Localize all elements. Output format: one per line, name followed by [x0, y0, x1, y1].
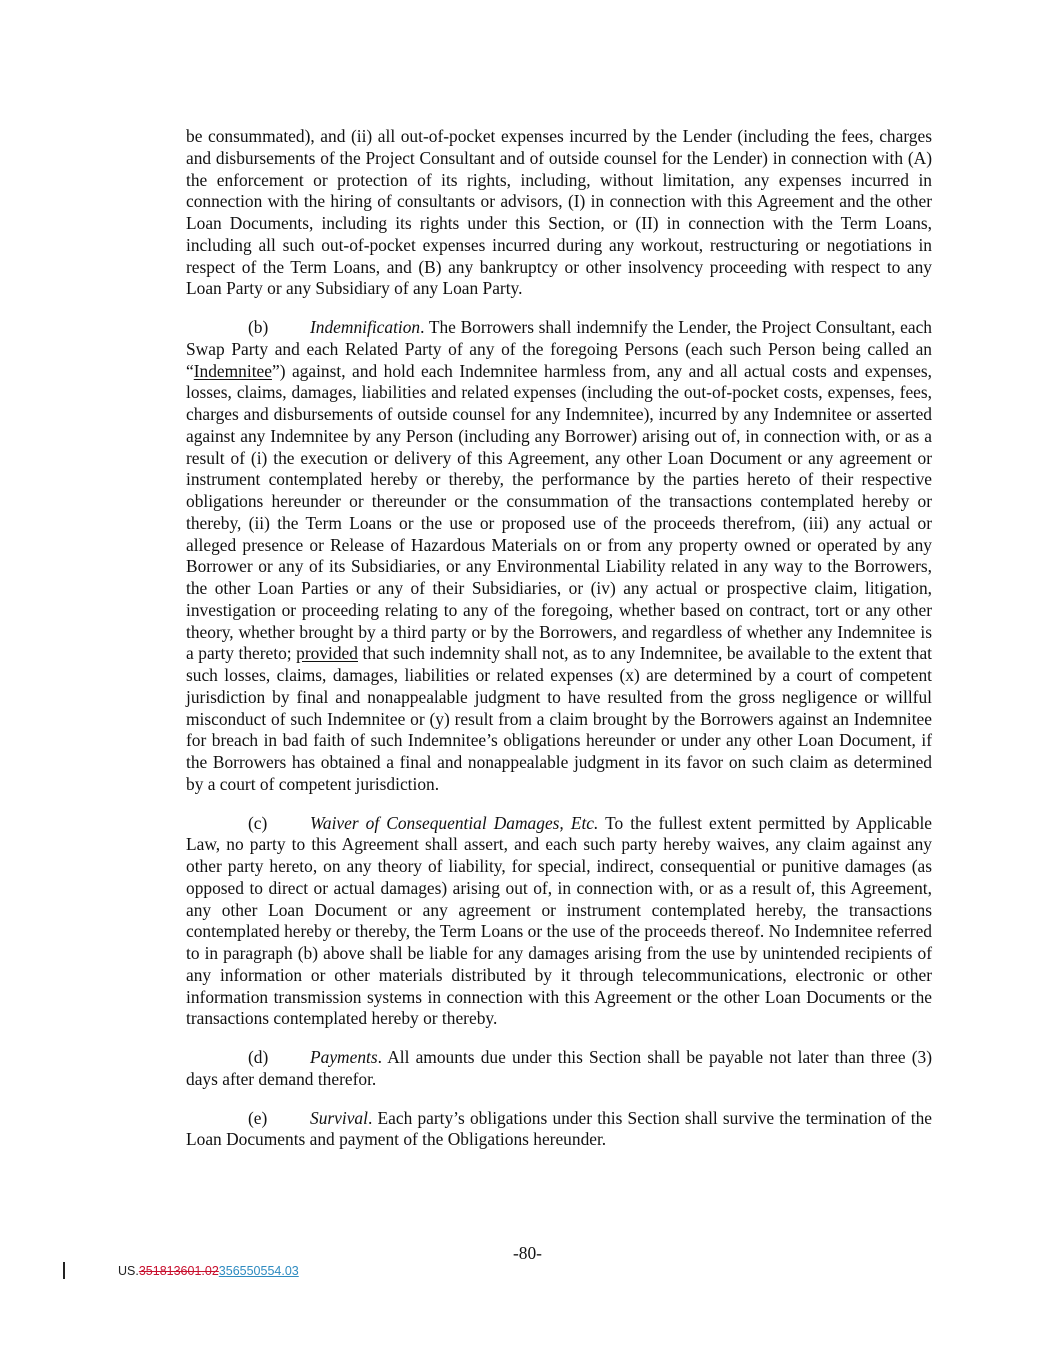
- revision-change-bar: [63, 1262, 65, 1279]
- section-heading: Survival: [310, 1107, 368, 1128]
- document-id-footer: [118, 1263, 299, 1279]
- section-label: (b): [248, 317, 269, 337]
- section-label: (e): [248, 1107, 268, 1128]
- proviso-term: provided: [296, 643, 358, 664]
- heading-punctuation: .: [420, 317, 425, 337]
- section-label: (d): [248, 1047, 269, 1067]
- defined-term-indemnitee: Indemnitee: [193, 360, 272, 381]
- heading-punctuation: .: [367, 1107, 373, 1128]
- section-text: that such indemnity shall not, as to any Indemnitee, be available to the extent that such losses, claims, damages, liabilities or related expenses (x) are determined by a court of competent jurisdiction by final and nonappealable judgment to have resulted from the gross negligence or willful misconduct of such Indemnitee or (y) result from a claim brought by the Borrowers against an Indemnitee for breach in bad faith of such Indemnitee’s obligations hereunder or under any other Loan Document, if the Borrowers has obtained a final and nonappealable judgment in its favor on such claim as determined by a court of competent jurisdiction.: [186, 643, 932, 794]
- section-text: ”) against, and hold each Indemnitee harmless from, any and all actual costs and expenses, losses, claims, damages, liabilities and related expenses (including the out-of-pocket costs, expenses, fees, charges and disbursements of outside counsel for any Indemnitee), incurred by any Indemnitee or asserted against any Indemnitee by any Person (including any Borrower) arising out of, in connection with, or as a result of (i) the execution or delivery of this Agreement, any other Loan Document or any agreement or instrument contemplated hereby or thereby, the performance by the parties hereto of their respective obligations hereunder or thereunder or the consummation of the transactions contemplated hereby or thereby, (ii) the Term Loans or the use or proposed use of the proceeds therefrom, (iii) any actual or alleged presence or Release of Hazardous Materials on or from any property owned or operated by any Borrower or any of its Subsidiaries, or any Environmental Liability related in any way to the Borrowers, the other Loan Parties or any of their Subsidiaries, or (iv) any actual or prospective claim, litigation, investigation or proceeding relating to any of the foregoing, whether based on contract, tort or any other theory, whether brought by a third party or by the Borrowers, and regardless of whether any Indemnitee is a party thereto;: [186, 360, 932, 664]
- section-text: The Borrowers shall indemnify the Lender, the Project Consultant, each Swap Party and each Related Party of any of the foregoing Persons (each such Person being called an “: [186, 317, 932, 381]
- section-heading: Indemnification: [310, 317, 421, 337]
- inserted-document-id: 356550554.03: [218, 1264, 299, 1278]
- paragraph-a-continuation: be consummated), and (ii) all out-of-pocket expenses incurred by the Lender (including the fees, charges and disbursements of the Project Consultant and of outside counsel for the Lender) in connection with (A) the enforcement or protection of its rights, including, without limitation, any expenses incurred in connection with the hiring of consultants or advisors, (I) in connection with this Agreement and the other Loan Documents, including its rights under this Section, or (II) in connection with the Term Loans, including all such out-of-pocket expenses incurred during any workout, restructuring or negotiations in respect of the Term Loans, and (B) any bankruptcy or other insolvency proceeding with respect to any Loan Party or any Subsidiary of any Loan Party.: [186, 126, 932, 299]
- section-heading: Payments: [310, 1047, 378, 1067]
- section-c-waiver: [186, 813, 932, 1031]
- page-number: -80-: [513, 1243, 542, 1263]
- section-e-survival: [186, 1108, 932, 1152]
- document-id-prefix: US.: [118, 1264, 139, 1278]
- heading-punctuation: .: [377, 1047, 382, 1067]
- section-text: Each party’s obligations under this Section shall survive the termination of the Loan Documents and payment of the Obligations hereunder.: [186, 1107, 932, 1150]
- document-body: [186, 126, 932, 1168]
- section-heading: Waiver of Consequential Damages, Etc.: [310, 812, 599, 833]
- section-d-payments: [186, 1047, 932, 1091]
- section-label: (c): [248, 812, 268, 833]
- section-text: To the fullest extent permitted by Applicable Law, no party to this Agreement shall assert, and each such party hereby waives, any claim against any other party hereto, on any theory of liability, for special, indirect, consequential or punitive damages (as opposed to direct or actual damages) arising out of, in connection with, or as a result of, this Agreement, any other Loan Document or any agreement or instrument contemplated hereby, the transactions contemplated hereby or thereby, the Term Loans or the use of the proceeds thereof. No Indemnitee referred to in paragraph (b) above shall be liable for any damages arising from the use by unintended recipients of any information or other materials distributed by it through telecommunications, electronic or other information transmission systems in connection with this Agreement or the other Loan Documents or the transactions contemplated hereby or thereby.: [186, 812, 932, 1029]
- deleted-document-id: 351813601.02: [138, 1264, 219, 1278]
- section-text: All amounts due under this Section shall be payable not later than three (3) days after demand therefor.: [186, 1047, 932, 1089]
- section-b-indemnification: [186, 317, 932, 796]
